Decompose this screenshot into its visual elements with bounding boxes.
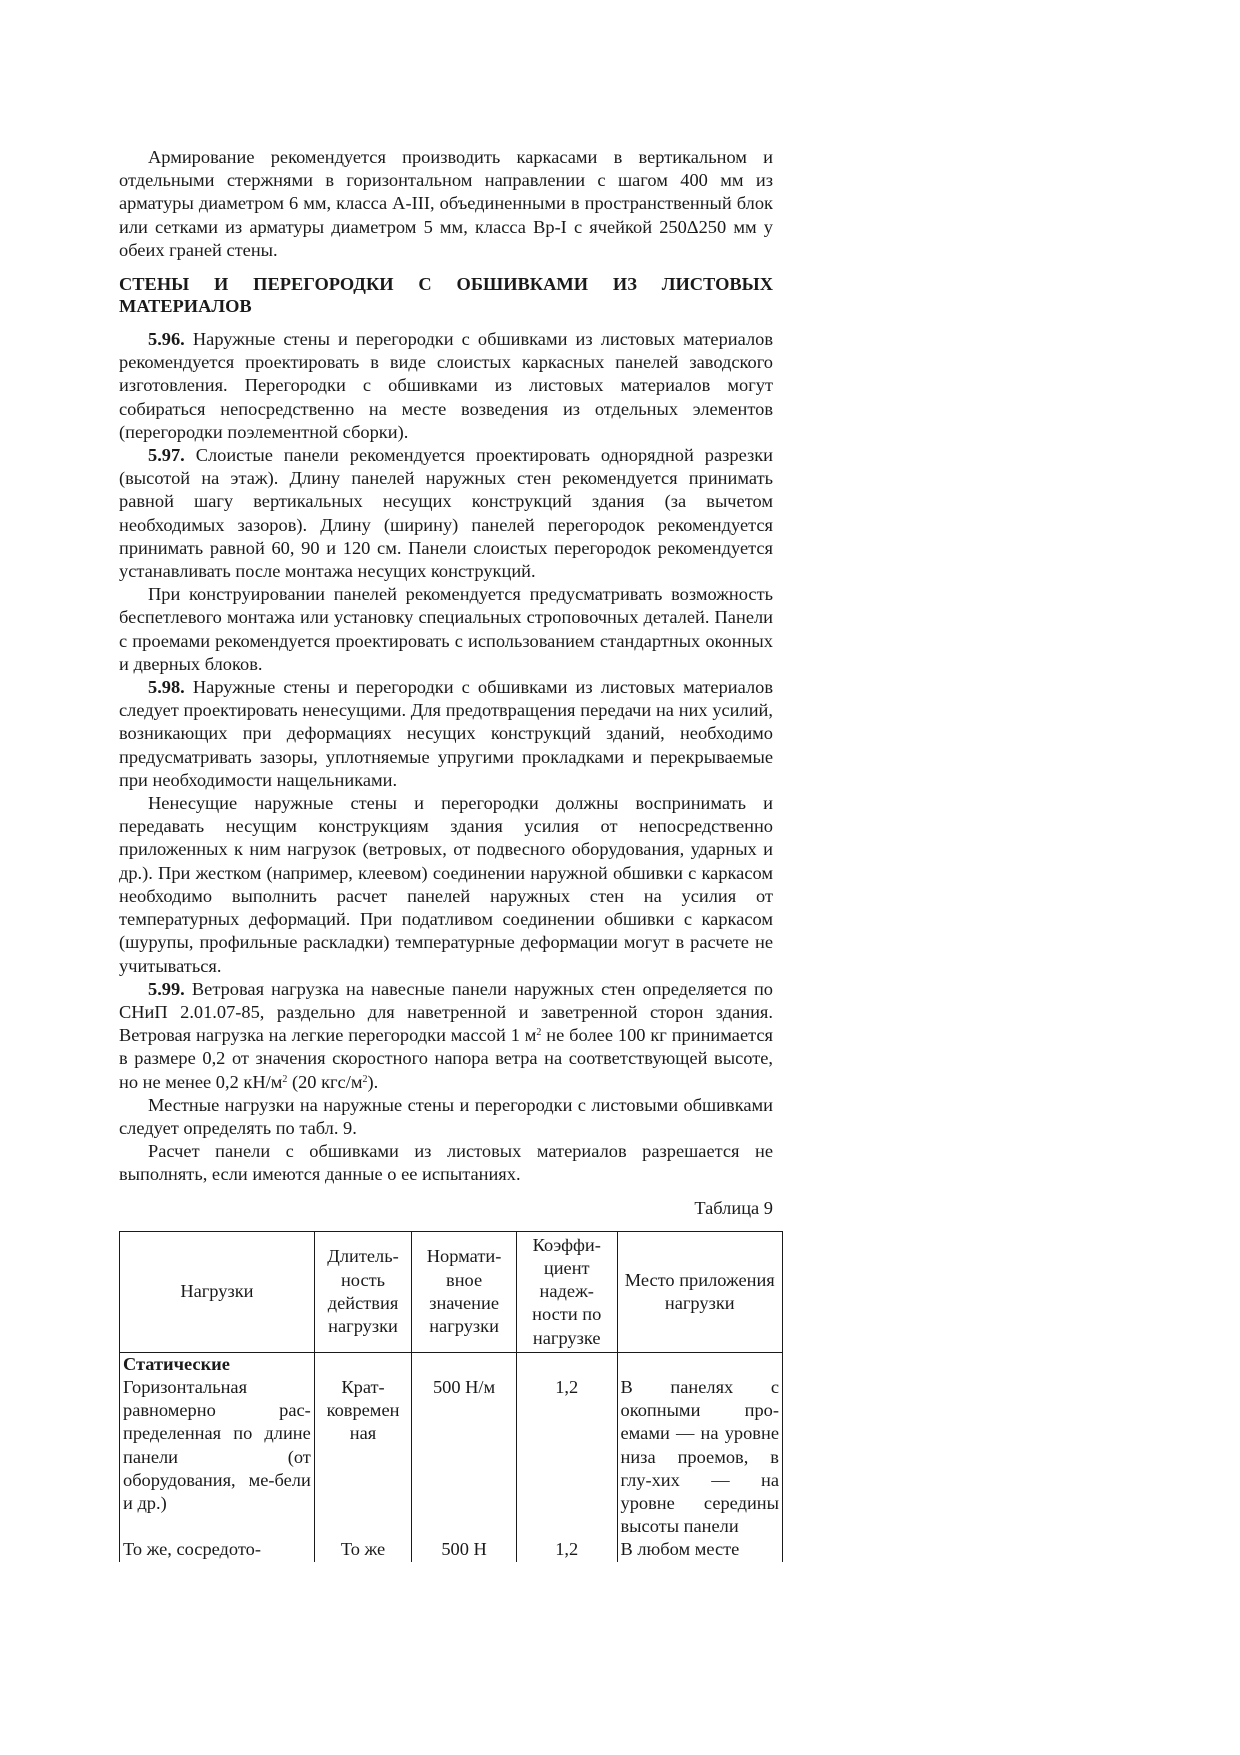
clause-text: ). xyxy=(367,1071,379,1092)
table-caption: Таблица 9 xyxy=(694,1197,773,1218)
table-cell-value: 500 Н xyxy=(412,1538,517,1561)
table-cell-factor xyxy=(516,1352,617,1538)
clause-number: 5.99. xyxy=(148,978,185,999)
clause-number: 5.98. xyxy=(148,677,185,698)
table-cell-value xyxy=(412,1352,517,1538)
table-header-row xyxy=(120,1231,783,1352)
clause-5-99 xyxy=(119,978,773,1094)
clause-text: Наружные стены и перегородки с обшивками из листовых материалов рекомендуется проектировать в виде слоистых каркасных панелей заводского изготовления. Перегородки с обшивками из листовых материалов могут собираться непосредственно на месте возведения из отдельных элементов (перегородки поэлементной сборки). xyxy=(119,329,774,442)
table-cell-text: Горизонтальная равномерно рас-пределенная по длине панели (от оборудования, ме-бели и др.) xyxy=(123,1376,311,1513)
table-cell-duration xyxy=(314,1352,411,1538)
clause-text: Ветровая нагрузка на навесные панели наружных стен определяется по СНиП 2.01.07-85, раздельно для наветренной и заветренной сторон здания. Ветровая нагрузка на легкие перегородки массой 1 м xyxy=(119,978,773,1046)
paragraph-mounting: При конструировании панелей рекомендуется предусматривать возможность беспетлевого монтажа или установку специальных строповочных деталей. Панели с проемами рекомендуется проектировать с использованием стандартных оконных и дверных блоков. xyxy=(119,584,773,674)
clause-number: 5.96. xyxy=(148,329,185,350)
document-page xyxy=(119,146,779,1597)
table-header-cell: Коэффи-циент надеж-ности по нагрузке xyxy=(516,1231,617,1352)
table-cell-duration: То же xyxy=(314,1538,411,1561)
table-cell-load: То же, сосредото- xyxy=(120,1538,315,1561)
loads-table xyxy=(119,1231,783,1562)
superscript: 2 xyxy=(282,1073,288,1085)
table-header-cell: Нормати-вное значение нагрузки xyxy=(412,1231,517,1352)
clause-5-96 xyxy=(119,328,773,444)
table-header-cell: Место приложения нагрузки xyxy=(617,1231,783,1352)
paragraph-non-bearing: Ненесущие наружные стены и перегородки должны воспринимать и передавать несущим конструкциям здания усилия от непосредственно приложенных к ним нагрузок (ветровых, от подвесного оборудования, ударных и др.). При жестком (например, клеевом) соединении наружной обшивки с каркасом необходимо выполнить расчет панелей наружных стен на усилия от температурных деформаций. При податливом соединении обшивки с каркасом (шурупы, профильные раскладки) температурные деформации могут в расчете не учитываться. xyxy=(119,793,773,976)
intro-paragraph: Армирование рекомендуется производить каркасами в вертикальном и отдельными стержнями в горизонтальном направлении с шагом 400 мм из арматуры диаметром 6 мм, класса A-III, объединенными в пространственный блок или сетками из арматуры диаметром 5 мм, класса Вр-I с ячейкой 250Δ250 мм у обеих граней стены. xyxy=(119,147,773,260)
table-cell-text: 1,2 xyxy=(555,1376,579,1397)
section-heading: СТЕНЫ И ПЕРЕГОРОДКИ С ОБШИВКАМИ ИЗ ЛИСТОВЫХ МАТЕРИАЛОВ xyxy=(119,274,773,317)
clause-text: не более 100 кг принимается в размере 0,2 от значения скоростного напора ветра на соответствующей высоте, но не менее 0,2 кН/м xyxy=(119,1025,773,1092)
table-row xyxy=(120,1352,783,1538)
clause-text: Слоистые панели рекомендуется проектировать однорядной разрезки (высотой на этаж). Длину панелей наружных стен рекомендуется принимать равной шагу вертикальных несущих конструкций здания (за вычетом необходимых зазоров). Длину (ширину) панелей перегородок рекомендуется принимать равной 60, 90 и 120 см. Панели слоистых перегородок рекомендуется устанавливать после монтажа несущих конструкций. xyxy=(119,445,773,582)
loads-table-container xyxy=(119,1231,783,1597)
superscript: 2 xyxy=(536,1027,542,1039)
superscript: 2 xyxy=(362,1073,368,1085)
clause-text: (20 кгс/м xyxy=(287,1071,363,1092)
table-group-label: Статические xyxy=(123,1353,230,1374)
table-header-cell: Нагрузки xyxy=(120,1231,315,1352)
clause-number: 5.97. xyxy=(148,445,185,466)
table-cell-factor: 1,2 xyxy=(516,1538,617,1561)
paragraph-testing: Расчет панели с обшивками из листовых материалов разрешается не выполнять, если имеются данные о ее испытаниях. xyxy=(119,1141,773,1185)
clause-5-98 xyxy=(119,676,773,792)
table-cell-text: Крат-ковремен ная xyxy=(326,1376,400,1444)
clause-5-97 xyxy=(119,444,773,583)
table-cell-text: В панелях с окопными про-емами — на уровне низа проемов, в глу-хих — на уровне середины высоты панели xyxy=(620,1376,779,1537)
table-cell-place: В любом месте xyxy=(617,1538,783,1561)
table-cell-load xyxy=(120,1352,315,1538)
table-cell-place xyxy=(617,1352,783,1538)
table-row xyxy=(120,1538,783,1561)
table-header-cell: Длитель-ность действия нагрузки xyxy=(314,1231,411,1352)
clause-text: Наружные стены и перегородки с обшивками из листовых материалов следует проектировать ненесущими. Для предотвращения передачи на них усилий, возникающих при деформациях несущих конструкций зданий, необходимо предусматривать зазоры, уплотняемые упругими прокладками и перекрываемые при необходимости нащельниками. xyxy=(119,677,774,790)
table-cell-text: 500 Н/м xyxy=(432,1376,496,1397)
paragraph-local-loads: Местные нагрузки на наружные стены и перегородки с листовыми обшивками следует определять по табл. 9. xyxy=(119,1094,773,1138)
